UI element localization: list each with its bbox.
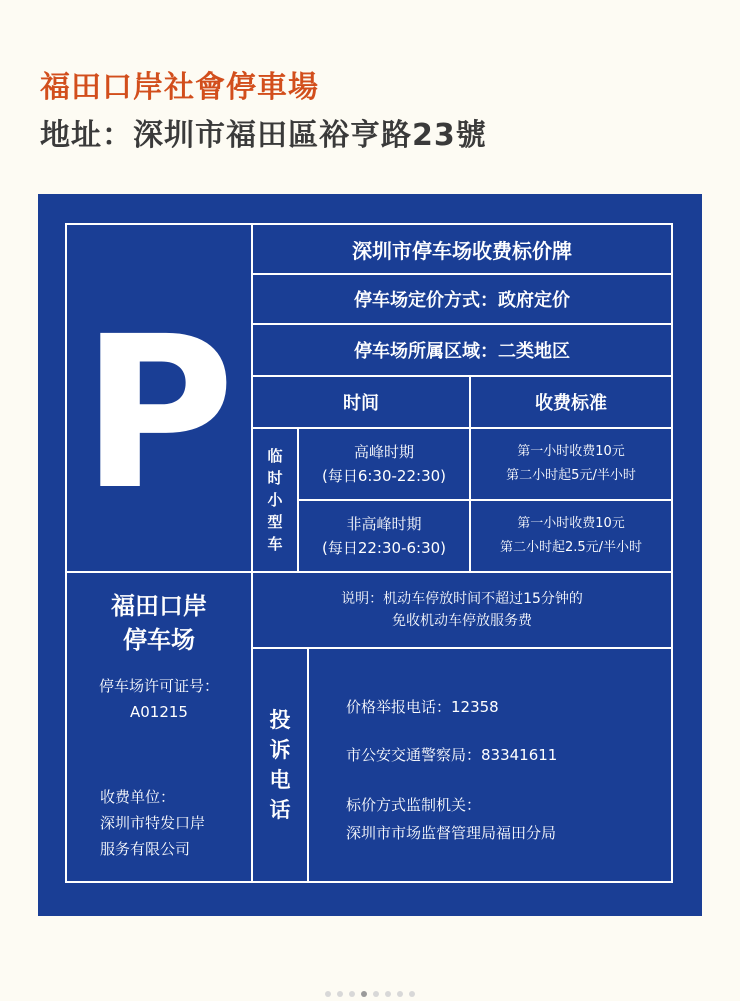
pagination-dot[interactable]: [373, 991, 379, 997]
lot-name-line: 福田口岸: [111, 592, 207, 620]
offpeak-fee-first-hour: 第一小时收费10元: [517, 516, 625, 531]
note-line: 免收机动车停放服务费: [392, 613, 532, 629]
offpeak-period-name: 非高峰时期: [346, 515, 422, 533]
sign-header-title: 深圳市停车场收费标价牌: [352, 238, 572, 263]
peak-fee-after: 第二小时起5元/半小时: [506, 468, 636, 483]
temp-vehicle-char: 时: [267, 469, 283, 487]
permit-label: 停车场许可证号：: [98, 677, 219, 695]
peak-period-cell: [298, 428, 470, 500]
area-class: 停车场所属区域：二类地区: [354, 341, 570, 362]
column-header-fee: 收费标准: [535, 393, 607, 414]
traffic-police-phone: 市公安交通警察局：83341611: [346, 746, 558, 764]
temp-vehicle-char: 型: [267, 513, 283, 531]
parking-p-symbol: P: [81, 291, 235, 536]
note-line: 说明：机动车停放时间不超过15分钟的: [341, 591, 583, 607]
regulator-name: 深圳市市场监督管理局福田分局: [346, 824, 557, 842]
pagination-dot[interactable]: [337, 991, 343, 997]
operator-label: 收费单位：: [100, 788, 176, 806]
lot-name: [66, 588, 252, 658]
peak-fee-cell: [470, 428, 672, 500]
peak-fee-first-hour: 第一小时收费10元: [517, 444, 625, 459]
operator-name-line: 服务有限公司: [100, 840, 191, 858]
offpeak-fee-cell: [470, 500, 672, 572]
operator-info: [100, 784, 205, 862]
pagination-dot[interactable]: [349, 991, 355, 997]
pagination-dot[interactable]: [397, 991, 403, 997]
permit-info: [66, 672, 252, 726]
pagination-dot[interactable]: [361, 991, 367, 997]
parking-price-sign: [38, 194, 702, 916]
complaint-char: 投: [269, 708, 291, 732]
complaint-char: 诉: [269, 738, 291, 762]
complaint-hotline-label: [252, 648, 308, 882]
lot-name-line: 停车场: [123, 626, 195, 654]
regulator-label: 标价方式监制机关：: [346, 796, 482, 814]
temp-vehicle-char: 小: [267, 491, 283, 509]
temp-vehicle-char: 临: [267, 447, 283, 465]
offpeak-fee-after: 第二小时起2.5元/半小时: [499, 540, 643, 555]
temp-vehicle-label: [252, 428, 298, 572]
pagination-dot[interactable]: [325, 991, 331, 997]
offpeak-period-hours: (每日22:30-6:30): [321, 539, 447, 557]
temp-vehicle-char: 车: [267, 535, 283, 553]
column-header-time: 时间: [343, 393, 379, 414]
pagination-dot[interactable]: [385, 991, 391, 997]
price-report-phone: 价格举报电话：12358: [346, 698, 499, 716]
page-heading-address: 地址：深圳市福田區裕亨路23號: [40, 118, 487, 153]
operator-name-line: 深圳市特发口岸: [100, 814, 206, 832]
offpeak-period-cell: [298, 500, 470, 572]
free-parking-note: [252, 572, 672, 648]
complaint-char: 话: [269, 798, 291, 822]
page-heading-title: 福田口岸社會停車場: [40, 70, 319, 105]
peak-period-hours: (每日6:30-22:30): [321, 467, 447, 485]
pricing-method: 停车场定价方式：政府定价: [354, 290, 570, 311]
pagination-dot[interactable]: [409, 991, 415, 997]
peak-period-name: 高峰时期: [353, 443, 414, 461]
complaint-char: 电: [269, 768, 291, 792]
permit-number: A01215: [130, 703, 188, 721]
image-pagination-dots[interactable]: [0, 982, 740, 1001]
